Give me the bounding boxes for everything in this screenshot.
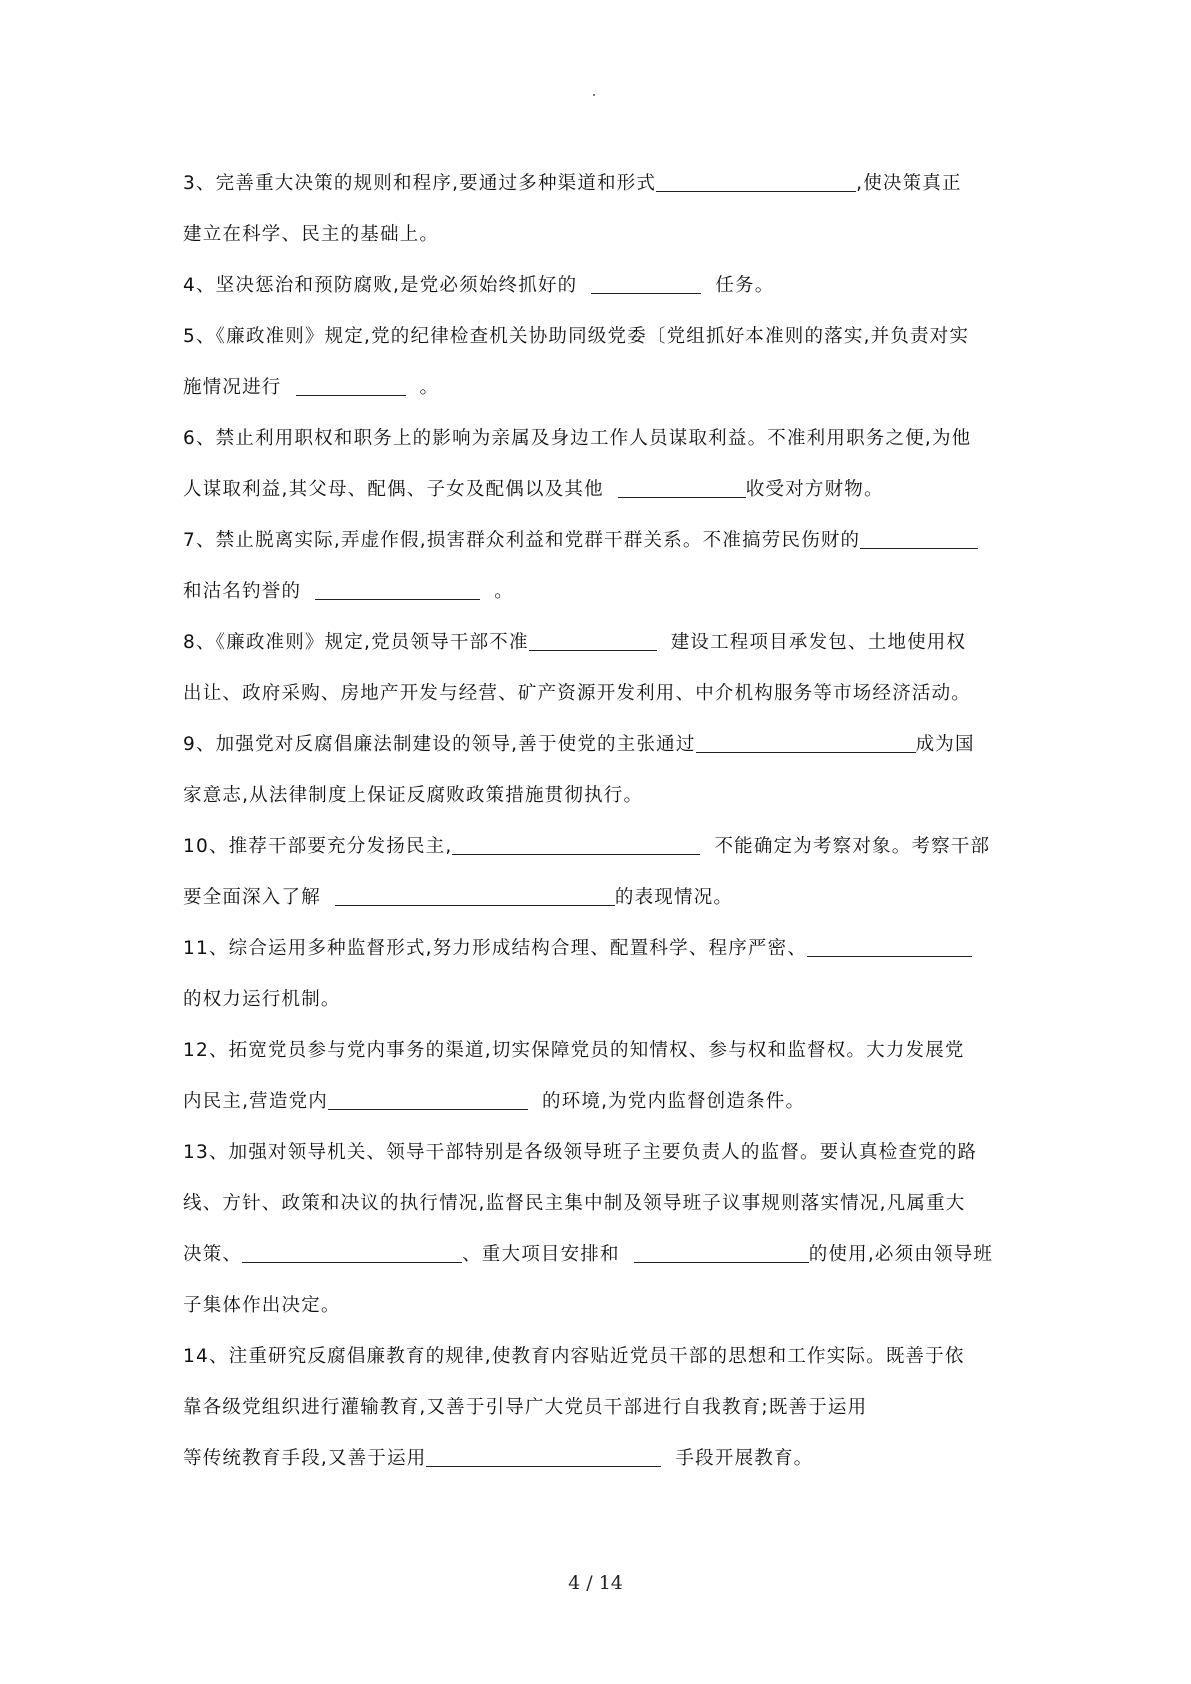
question-12: 12、拓宽党员参与党内事务的渠道,切实保障党员的知情权、参与权和监督权。大力发展党	[183, 1040, 965, 1061]
question-12-cont: 内民主,营造党内 的环境,为党内监督创造条件。	[183, 1091, 806, 1112]
question-5: 5、《廉政准则》规定,党的纪律检查机关协助同级党委〔党组抓好本准则的落实,并负责对实	[183, 326, 970, 347]
answer-blank[interactable]	[656, 171, 856, 192]
answer-blank[interactable]	[335, 885, 615, 906]
answer-blank[interactable]	[529, 630, 657, 651]
answer-blank[interactable]	[618, 477, 746, 498]
answer-blank[interactable]	[634, 1242, 809, 1263]
answer-blank[interactable]	[696, 732, 916, 753]
question-13-cont: 线、方针、政策和决议的执行情况,监督民主集中制及领导班子议事规则落实情况,凡属重大	[183, 1193, 966, 1214]
question-5-cont: 施情况进行 。	[183, 377, 440, 398]
question-7-cont: 和沽名钓誉的 。	[183, 581, 514, 602]
answer-blank[interactable]	[328, 1089, 528, 1110]
answer-blank[interactable]	[452, 834, 700, 855]
question-10: 10、推荐干部要充分发扬民主, 不能确定为考察对象。考察干部	[183, 836, 991, 857]
question-9: 9、加强党对反腐倡廉法制建设的领导,善于使党的主张通过 成为国	[183, 734, 975, 755]
answer-blank[interactable]	[591, 273, 701, 294]
question-7: 7、禁止脱离实际,弄虚作假,损害群众利益和党群干群关系。不准搞劳民伤财的	[183, 515, 1013, 566]
question-3-cont: 建立在科学、民主的基础上。	[183, 224, 440, 245]
question-13-cont2: 决策、 、重大项目安排和 的使用,必须由领导班	[183, 1244, 994, 1265]
question-8: 8、《廉政准则》规定,党员领导干部不准 建设工程项目承发包、土地使用权	[183, 632, 967, 653]
answer-blank[interactable]	[296, 375, 406, 396]
question-11: 11、综合运用多种监督形式,努力形成结构合理、配置科学、程序严密、	[183, 923, 1013, 974]
question-9-cont: 家意志,从法律制度上保证反腐败政策措施贯彻执行。	[183, 785, 644, 806]
question-list	[183, 158, 1013, 1484]
page-number: 4 / 14	[568, 1572, 623, 1594]
question-13: 13、加强对领导机关、领导干部特别是各级领导班子主要负责人的监督。要认真检查党的路	[183, 1142, 978, 1163]
question-8-cont: 出让、政府采购、房地产开发与经营、矿产资源开发利用、中介机构服务等市场经济活动。	[183, 683, 972, 704]
answer-blank[interactable]	[242, 1242, 462, 1263]
question-4: 4、坚决惩治和预防腐败,是党必须始终抓好的 任务。	[183, 275, 775, 296]
answer-blank[interactable]	[315, 579, 480, 600]
question-14-cont2: 等传统教育手段,又善于运用 手段开展教育。	[183, 1448, 814, 1469]
question-6: 6、禁止利用职权和职务上的影响为亲属及身边工作人员谋取利益。不准利用职务之便,为他	[183, 428, 972, 449]
question-14: 14、注重研究反腐倡廉教育的规律,使教育内容贴近党员干部的思想和工作实际。既善于依	[183, 1346, 965, 1367]
question-11-cont: 的权力运行机制。	[183, 989, 341, 1010]
question-14-cont: 靠各级党组织进行灌输教育,又善于引导广大党员干部进行自我教育;既善于运用	[183, 1397, 868, 1418]
header-mark	[593, 94, 595, 96]
question-6-cont: 人谋取利益,其父母、配偶、子女及配偶以及其他 收受对方财物。	[183, 479, 884, 500]
question-10-cont: 要全面深入了解 的表现情况。	[183, 887, 734, 908]
answer-blank[interactable]	[860, 528, 978, 549]
answer-blank[interactable]	[426, 1446, 661, 1467]
question-3: 3、完善重大决策的规则和程序,要通过多种渠道和形式 ,使决策真正	[183, 173, 962, 194]
answer-blank[interactable]	[807, 936, 972, 957]
question-13-cont3: 子集体作出决定。	[183, 1295, 341, 1316]
